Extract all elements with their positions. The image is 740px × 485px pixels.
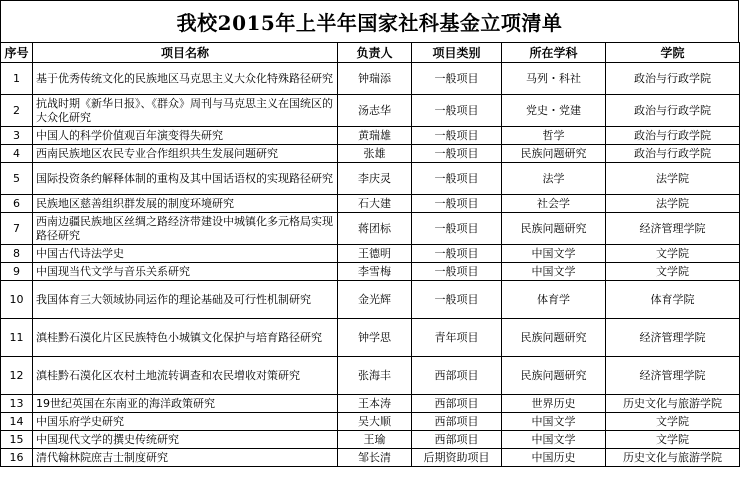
table-row (1, 195, 740, 213)
cell-no: 9 (1, 263, 33, 281)
cell-no: 8 (1, 245, 33, 263)
table-row (1, 319, 740, 357)
cell-leader: 钟瑞添 (338, 63, 412, 95)
header-cell-category: 项目类别 (412, 43, 502, 63)
cell-discipline: 体育学 (502, 281, 606, 319)
cell-category: 后期资助项目 (412, 449, 502, 467)
cell-leader: 王本涛 (338, 395, 412, 413)
cell-category: 一般项目 (412, 163, 502, 195)
cell-category: 一般项目 (412, 127, 502, 145)
cell-college: 法学院 (606, 163, 740, 195)
cell-college: 文学院 (606, 263, 740, 281)
sheet-title: 我校2015年上半年国家社科基金立项清单 (0, 0, 739, 42)
cell-discipline: 民族问题研究 (502, 319, 606, 357)
cell-college: 文学院 (606, 431, 740, 449)
cell-leader: 李雪梅 (338, 263, 412, 281)
cell-no: 13 (1, 395, 33, 413)
cell-college: 历史文化与旅游学院 (606, 449, 740, 467)
project-table (0, 42, 740, 467)
cell-project-name: 清代翰林院庶吉士制度研究 (33, 449, 338, 467)
table-row (1, 357, 740, 395)
cell-no: 16 (1, 449, 33, 467)
cell-project-name: 中国乐府学史研究 (33, 413, 338, 431)
cell-college: 经济管理学院 (606, 357, 740, 395)
cell-discipline: 世界历史 (502, 395, 606, 413)
cell-discipline: 民族问题研究 (502, 145, 606, 163)
cell-category: 西部项目 (412, 413, 502, 431)
cell-project-name: 滇桂黔石漠化片区民族特色小城镇文化保护与培育路径研究 (33, 319, 338, 357)
cell-category: 西部项目 (412, 395, 502, 413)
cell-leader: 金光辉 (338, 281, 412, 319)
cell-no: 4 (1, 145, 33, 163)
cell-college: 历史文化与旅游学院 (606, 395, 740, 413)
header-cell-name: 项目名称 (33, 43, 338, 63)
cell-discipline: 中国文学 (502, 245, 606, 263)
cell-no: 1 (1, 63, 33, 95)
cell-no: 5 (1, 163, 33, 195)
cell-category: 一般项目 (412, 213, 502, 245)
cell-category: 一般项目 (412, 245, 502, 263)
table-row (1, 449, 740, 467)
cell-discipline: 中国历史 (502, 449, 606, 467)
cell-project-name: 我国体育三大领域协同运作的理论基础及可行性机制研究 (33, 281, 338, 319)
cell-college: 文学院 (606, 413, 740, 431)
cell-discipline: 民族问题研究 (502, 213, 606, 245)
cell-leader: 李庆灵 (338, 163, 412, 195)
cell-leader: 王德明 (338, 245, 412, 263)
cell-leader: 钟学思 (338, 319, 412, 357)
cell-category: 一般项目 (412, 95, 502, 127)
cell-project-name: 中国现代文学的撰史传统研究 (33, 431, 338, 449)
cell-no: 11 (1, 319, 33, 357)
table-row (1, 63, 740, 95)
header-row (1, 43, 740, 63)
table-row (1, 413, 740, 431)
cell-college: 文学院 (606, 245, 740, 263)
cell-leader: 邹长清 (338, 449, 412, 467)
cell-no: 6 (1, 195, 33, 213)
table-row (1, 431, 740, 449)
cell-discipline: 党史・党建 (502, 95, 606, 127)
cell-leader: 王瑜 (338, 431, 412, 449)
cell-leader: 吴大顺 (338, 413, 412, 431)
cell-project-name: 中国现当代文学与音乐关系研究 (33, 263, 338, 281)
cell-project-name: 基于优秀传统文化的民族地区马克思主义大众化特殊路径研究 (33, 63, 338, 95)
table-row (1, 127, 740, 145)
table-row (1, 145, 740, 163)
cell-no: 15 (1, 431, 33, 449)
table-row (1, 281, 740, 319)
cell-discipline: 法学 (502, 163, 606, 195)
cell-college: 政治与行政学院 (606, 95, 740, 127)
cell-college: 政治与行政学院 (606, 63, 740, 95)
cell-leader: 蒋团标 (338, 213, 412, 245)
table-row (1, 395, 740, 413)
cell-college: 法学院 (606, 195, 740, 213)
cell-no: 10 (1, 281, 33, 319)
header-cell-college: 学院 (606, 43, 740, 63)
cell-no: 2 (1, 95, 33, 127)
cell-project-name: 民族地区慈善组织群发展的制度环境研究 (33, 195, 338, 213)
cell-discipline: 中国文学 (502, 413, 606, 431)
cell-college: 政治与行政学院 (606, 145, 740, 163)
cell-leader: 汤志华 (338, 95, 412, 127)
cell-no: 3 (1, 127, 33, 145)
cell-leader: 张雄 (338, 145, 412, 163)
cell-college: 体育学院 (606, 281, 740, 319)
cell-project-name: 中国人的科学价值观百年演变得失研究 (33, 127, 338, 145)
table-row (1, 263, 740, 281)
cell-leader: 张海丰 (338, 357, 412, 395)
cell-project-name: 西南民族地区农民专业合作组织共生发展问题研究 (33, 145, 338, 163)
cell-project-name: 滇桂黔石漠化区农村土地流转调查和农民增收对策研究 (33, 357, 338, 395)
cell-college: 政治与行政学院 (606, 127, 740, 145)
cell-category: 一般项目 (412, 195, 502, 213)
cell-project-name: 19世纪英国在东南亚的海洋政策研究 (33, 395, 338, 413)
cell-project-name: 中国古代诗法学史 (33, 245, 338, 263)
cell-leader: 石大建 (338, 195, 412, 213)
cell-category: 一般项目 (412, 263, 502, 281)
cell-college: 经济管理学院 (606, 319, 740, 357)
cell-project-name: 国际投资条约解释体制的重构及其中国话语权的实现路径研究 (33, 163, 338, 195)
cell-college: 经济管理学院 (606, 213, 740, 245)
cell-leader: 黄瑞雄 (338, 127, 412, 145)
cell-no: 12 (1, 357, 33, 395)
header-cell-leader: 负责人 (338, 43, 412, 63)
table-row (1, 163, 740, 195)
cell-discipline: 哲学 (502, 127, 606, 145)
header-cell-no: 序号 (1, 43, 33, 63)
cell-discipline: 民族问题研究 (502, 357, 606, 395)
cell-discipline: 社会学 (502, 195, 606, 213)
cell-category: 一般项目 (412, 281, 502, 319)
cell-project-name: 西南边疆民族地区丝绸之路经济带建设中城镇化多元格局实现路径研究 (33, 213, 338, 245)
table-row (1, 213, 740, 245)
cell-category: 一般项目 (412, 63, 502, 95)
cell-no: 7 (1, 213, 33, 245)
cell-project-name: 抗战时期《新华日报》、《群众》周刊与马克思主义在国统区的大众化研究 (33, 95, 338, 127)
cell-no: 14 (1, 413, 33, 431)
cell-discipline: 中国文学 (502, 431, 606, 449)
cell-discipline: 中国文学 (502, 263, 606, 281)
cell-category: 青年项目 (412, 319, 502, 357)
table-row (1, 245, 740, 263)
cell-category: 西部项目 (412, 357, 502, 395)
cell-category: 西部项目 (412, 431, 502, 449)
cell-category: 一般项目 (412, 145, 502, 163)
header-cell-discipline: 所在学科 (502, 43, 606, 63)
cell-discipline: 马列・科社 (502, 63, 606, 95)
table-row (1, 95, 740, 127)
